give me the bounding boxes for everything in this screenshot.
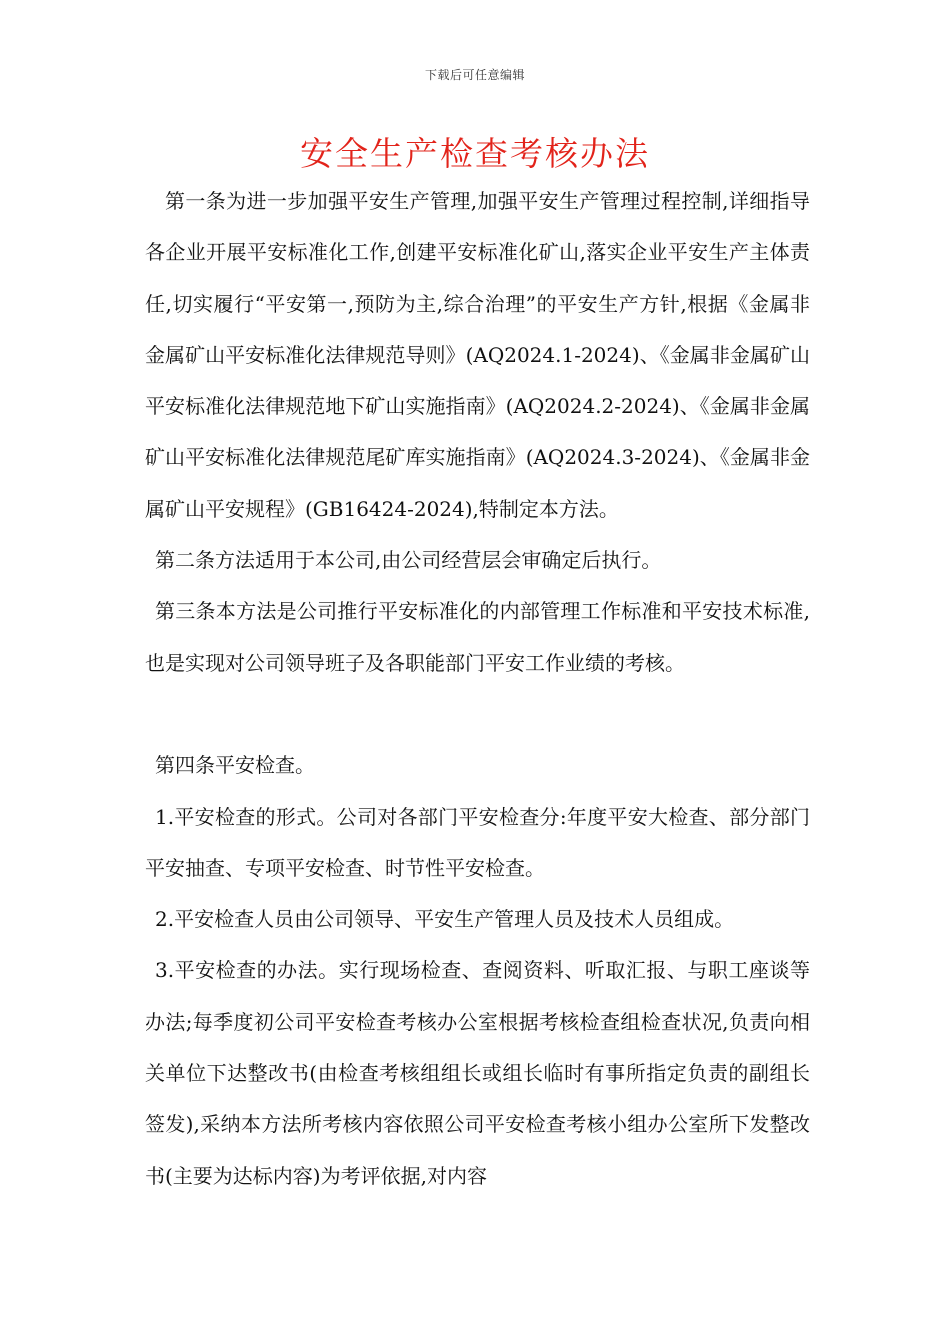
paragraph-item-3: 3.平安检查的办法。实行现场检查、查阅资料、听取汇报、与职工座谈等办法;每季度初公司平安检查考核办公室根据考核检查组检查状况,负责向相关单位下达整改书(由检查考核组组长或组长临时有事所指定负责的副组长签发),采纳本方法所考核内容依照公司平安检查考核小组办公室所下发整改书(主要为达标内容)为考评依据,对内容 [145,958,810,1188]
paragraph-article-4: 第四条平安检查。 [155,753,315,778]
document-title: 安全生产检查考核办法 [300,134,650,173]
document-body [145,176,810,1202]
paragraph-article-2: 第二条方法适用于本公司,由公司经营层会审确定后执行。 [155,548,662,573]
paragraph-article-1: 第一条为进一步加强平安生产管理,加强平安生产管理过程控制,详细指导各企业开展平安标准化工作,创建平安标准化矿山,落实企业平安生产主体责任,切实履行“平安第一,预防为主,综合治理”的平安生产方针,根据《金属非金属矿山平安标准化法律规范导则》(AQ2024.1-2024)、《金属非金属矿山平安标准化法律规范地下矿山实施指南》(AQ2024.2-2024)、《金属非金属矿山平安标准化法律规范尾矿库实施指南》(AQ2024.3-2024)、《金属非金属矿山平安规程》(GB16424-2024),特制定本方法。 [145,189,810,521]
header-note: 下载后可任意编辑 [424,68,525,82]
paragraph-article-3: 第三条本方法是公司推行平安标准化的内部管理工作标准和平安技术标准,也是实现对公司领导班子及各职能部门平安工作业绩的考核。 [145,599,810,675]
paragraph-item-1: 1.平安检查的形式。公司对各部门平安检查分:年度平安大检查、部分部门平安抽查、专项平安检查、时节性平安检查。 [145,804,810,880]
paragraph-item-2: 2.平安检查人员由公司领导、平安生产管理人员及技术人员组成。 [155,907,735,932]
blank-line [145,689,810,740]
